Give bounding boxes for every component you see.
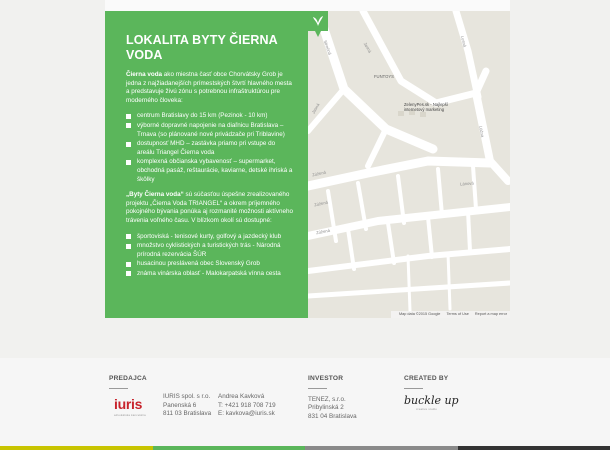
investor-title: INVESTOR [308,375,344,382]
bullet-square-icon [126,271,131,276]
list-item-text: dostupnosť MHD – zastávka priamo pri vstupe do areálu Triangel Čierna voda [137,140,276,156]
top-strip [105,0,510,11]
color-bar-segment [0,446,153,450]
project-bold: „Byty Čierna voda“ [126,191,184,199]
list-item-text: komplexná občianska vybavenosť – supermarket, obchodná pasáž, reštaurácie, kaviarne, detské ihriská a škôlky [137,158,293,183]
map-data-label: Map data ©2015 Google [398,312,441,316]
bullet-square-icon [126,142,131,147]
bullet-square-icon [126,160,131,165]
amenities-list [126,112,294,184]
map-street-label: Lánová [459,180,474,187]
contact-email[interactable]: E: kavkova@iuris.sk [218,410,275,418]
location-info-panel [105,11,308,318]
address-line: Pribylinská 2 [308,404,344,412]
list-item [126,242,294,259]
list-item-text: množstvo cyklistických a turistických trás - Národná prírodná rezervácia ŠÚR [137,242,281,258]
list-item [126,270,294,279]
map-street-label: Lesná [459,35,468,48]
intro-bold: Čierna voda [126,71,163,78]
list-item-text: športoviská - tenisové kurty, golfový a jazdecký klub [137,232,282,240]
predajca-company [163,393,211,419]
map-street-label: Zúžená [311,169,327,178]
project-paragraph [126,191,294,225]
color-bar-segment [458,446,610,450]
address-line: 831 04 Bratislava [308,412,357,420]
title-divider [404,388,423,389]
map-report-link[interactable]: Report a map error [474,312,507,316]
location-map[interactable] [308,11,510,318]
buckleup-logo[interactable] [404,393,459,414]
map-place-label: FUNTOYS [374,74,394,79]
bullet-square-icon [126,262,131,267]
address-line: 811 03 Bratislava [163,410,212,418]
location-title: LOKALITA BYTY ČIERNA VODA [126,33,278,62]
created-title: CREATED BY [404,375,449,382]
footer-color-bar [0,446,610,450]
list-item [126,140,294,157]
map-street-label: Zúžená [315,227,331,236]
map-roads [308,11,510,318]
address-line: Panenská 6 [163,401,197,409]
bullet-square-icon [126,234,131,239]
map-street-label: Jasná [310,102,321,115]
map-street-label: Slnečná [322,39,333,56]
footer [0,358,610,446]
project-text: sú súčasťou úspešne zrealizovaného projektu „Čierna Voda TRIANGEL“ a okrem príjemného pokojného bývania ponúka aj rozmanité možnosti aktívneho trávenia voľného času. V blízkom okolí sú dostupné: [126,191,293,224]
contact-phone[interactable]: T: +421 918 708 719 [218,401,276,409]
bullet-square-icon [126,123,131,128]
list-item-text: výborné dopravné napojenie na diaľnicu Bratislava – Trnava (so plánované nové privádzače pri Triblavine) [137,121,285,138]
intro-paragraph [126,71,294,105]
footer-investor [308,375,357,421]
list-item [126,260,294,269]
address-line: TENEZ, s.r.o. [308,395,346,403]
buckleup-logo-subtitle: creative studio [416,407,438,412]
address-line: IURIS spol. s r.o. [163,393,211,400]
bullet-square-icon [126,114,131,119]
map-terms-link[interactable]: Terms of Use [446,312,469,316]
iuris-logo-text: iuris [114,396,143,412]
color-bar-segment [305,446,458,450]
iuris-logo[interactable] [114,397,146,420]
list-item-text: husacinou preslávená obec Slovenský Grob [137,260,260,268]
predajca-contact [218,393,276,419]
map-attribution [391,311,510,318]
list-item [126,233,294,242]
map-poi-label[interactable]: ZelenyPes.sk - Najlepší internetový marketing [404,102,448,112]
activities-list [126,233,294,279]
list-item [126,122,294,139]
map-street-label: Zúžená [313,199,329,208]
contact-name: Andrea Kavková [218,393,265,400]
iuris-logo-subtitle: advokátska kancelária [114,413,146,417]
footer-created-by [404,375,459,414]
predajca-title: PREDAJCA [109,375,147,382]
intro-text: ako miestna časť obce Chorvátsky Grob je jedna z najžiadanejších prímestských štvrtí hlavného mesta a predstavuje živú zónu s potrebnou infraštruktúrou pre moderného človeka: [126,71,292,104]
title-divider [109,388,128,389]
title-divider [308,388,327,389]
map-street-label: Jasná [362,41,373,54]
color-bar-segment [153,446,306,450]
list-item-text: centrum Bratislavy do 15 km (Pezinok - 10 km) [137,112,268,120]
buckleup-logo-text: buckle up [404,393,459,407]
bullet-square-icon [126,244,131,249]
list-item-text: známa vinárska oblasť - Malokarpatská vínna cesta [137,269,281,277]
map-street-label: Lúčna [478,125,486,138]
map-pin-icon[interactable] [308,11,328,37]
list-item [126,158,294,184]
list-item [126,112,294,121]
